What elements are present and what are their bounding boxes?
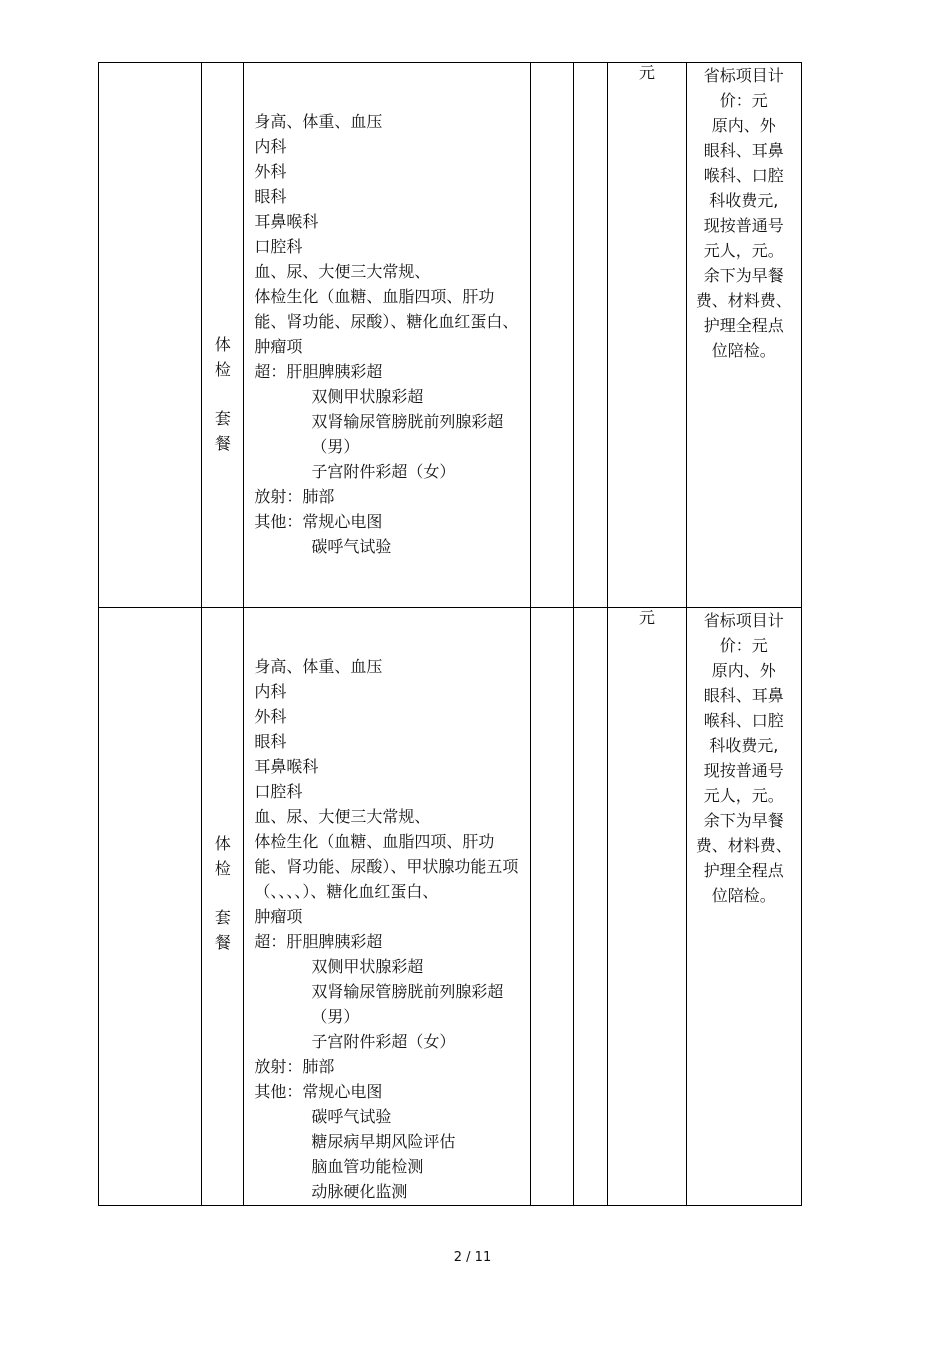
exam-item: 双肾输尿管膀胱前列腺彩超（男） bbox=[311, 982, 504, 1026]
blank-cell bbox=[574, 63, 608, 608]
note-line: 余下为早餐 bbox=[703, 811, 784, 830]
exam-item: 超：肝胆脾胰彩超 bbox=[254, 932, 383, 951]
exam-item: 双肾输尿管膀胱前列腺彩超（男） bbox=[311, 412, 504, 456]
exam-item: 双侧甲状腺彩超 bbox=[311, 957, 424, 976]
exam-item: 碳呼气试验 bbox=[311, 1107, 392, 1126]
package-name-char: 餐 bbox=[214, 933, 231, 952]
exam-item: 动脉硬化监测 bbox=[311, 1182, 408, 1201]
exam-item: 肿瘤项 bbox=[254, 907, 303, 926]
exam-item: 内科 bbox=[254, 682, 287, 701]
exam-item: 眼科 bbox=[254, 732, 287, 751]
exam-item: 子宫附件彩超（女） bbox=[311, 1032, 456, 1051]
package-name-char: 检 bbox=[214, 360, 231, 379]
exam-item: 口腔科 bbox=[254, 782, 303, 801]
note-line: 余下为早餐 bbox=[703, 266, 784, 285]
exam-item: 身高、体重、血压 bbox=[254, 112, 383, 131]
page-number: 2 / 11 bbox=[453, 1250, 492, 1265]
blank-cell bbox=[531, 608, 574, 1206]
note-line: 价：元 bbox=[719, 91, 768, 110]
note-line: 位陪检。 bbox=[711, 886, 776, 905]
note-line: 喉科、口腔 bbox=[703, 711, 784, 730]
price-value: 元 bbox=[639, 608, 656, 627]
exam-item: 内科 bbox=[254, 137, 287, 156]
package-name-char: 套 bbox=[214, 908, 231, 927]
exam-item: 子宫附件彩超（女） bbox=[311, 462, 456, 481]
exam-item: 口腔科 bbox=[254, 237, 303, 256]
exam-item: 其他：常规心电图 bbox=[254, 1082, 383, 1101]
exam-item: 超：肝胆脾胰彩超 bbox=[254, 362, 383, 381]
note-line: 省标项目计 bbox=[703, 66, 784, 85]
exam-item: 双侧甲状腺彩超 bbox=[311, 387, 424, 406]
exam-item: 耳鼻喉科 bbox=[254, 212, 319, 231]
note-line: 原内、外 bbox=[711, 116, 776, 135]
package-row bbox=[99, 608, 802, 1206]
blank-cell bbox=[99, 63, 202, 608]
note-line: 元人，元。 bbox=[703, 786, 784, 805]
package-name-cell bbox=[202, 63, 244, 608]
blank-cell bbox=[574, 608, 608, 1206]
package-row bbox=[99, 63, 802, 608]
exam-item: 其他：常规心电图 bbox=[254, 512, 383, 531]
note-line: 科收费元, bbox=[709, 736, 779, 755]
note-line: 眼科、耳鼻 bbox=[703, 141, 784, 160]
exam-item: 外科 bbox=[254, 707, 287, 726]
package-table bbox=[98, 62, 802, 1206]
note-line: 喉科、口腔 bbox=[703, 166, 784, 185]
note-line: 省标项目计 bbox=[703, 611, 784, 630]
exam-item: 体检生化（血糖、血脂四项、肝功能、肾功能、尿酸）、糖化血红蛋白、 bbox=[254, 287, 519, 331]
exam-item: 血、尿、大便三大常规、 bbox=[254, 262, 431, 281]
exam-item: 身高、体重、血压 bbox=[254, 657, 383, 676]
exam-item: 体检生化（血糖、血脂四项、肝功能、肾功能、尿酸）、甲状腺功能五项（、、、、）、糖化血红蛋白、 bbox=[254, 832, 519, 901]
price-value: 元 bbox=[639, 63, 656, 82]
exam-item: 肿瘤项 bbox=[254, 337, 303, 356]
note-line: 眼科、耳鼻 bbox=[703, 686, 784, 705]
note-cell bbox=[686, 608, 801, 1206]
note-line: 科收费元, bbox=[709, 191, 779, 210]
exam-item: 碳呼气试验 bbox=[311, 537, 392, 556]
exam-item: 外科 bbox=[254, 162, 287, 181]
note-line: 护理全程点 bbox=[703, 861, 784, 880]
package-name-char: 体 bbox=[214, 335, 231, 354]
exam-item: 放射：肺部 bbox=[254, 1057, 335, 1076]
note-line: 原内、外 bbox=[711, 661, 776, 680]
price-cell bbox=[608, 63, 686, 608]
note-line: 价：元 bbox=[719, 636, 768, 655]
package-name-char: 体 bbox=[214, 834, 231, 853]
package-name-cell bbox=[202, 608, 244, 1206]
note-line: 位陪检。 bbox=[711, 341, 776, 360]
note-line: 现按普通号 bbox=[703, 216, 784, 235]
note-cell bbox=[686, 63, 801, 608]
package-name-char: 餐 bbox=[214, 434, 231, 453]
package-items-cell bbox=[244, 63, 531, 608]
exam-item: 糖尿病早期风险评估 bbox=[311, 1132, 456, 1151]
blank-cell bbox=[531, 63, 574, 608]
note-line: 现按普通号 bbox=[703, 761, 784, 780]
blank-cell bbox=[99, 608, 202, 1206]
package-items-cell bbox=[244, 608, 531, 1206]
exam-item: 放射：肺部 bbox=[254, 487, 335, 506]
exam-item: 脑血管功能检测 bbox=[311, 1157, 424, 1176]
exam-item: 耳鼻喉科 bbox=[254, 757, 319, 776]
package-name-char: 检 bbox=[214, 859, 231, 878]
note-line: 费、材料费、 bbox=[695, 836, 792, 855]
note-line: 护理全程点 bbox=[703, 316, 784, 335]
package-name-char: 套 bbox=[214, 409, 231, 428]
note-line: 费、材料费、 bbox=[695, 291, 792, 310]
exam-item: 血、尿、大便三大常规、 bbox=[254, 807, 431, 826]
note-line: 元人，元。 bbox=[703, 241, 784, 260]
exam-item: 眼科 bbox=[254, 187, 287, 206]
price-cell bbox=[608, 608, 686, 1206]
